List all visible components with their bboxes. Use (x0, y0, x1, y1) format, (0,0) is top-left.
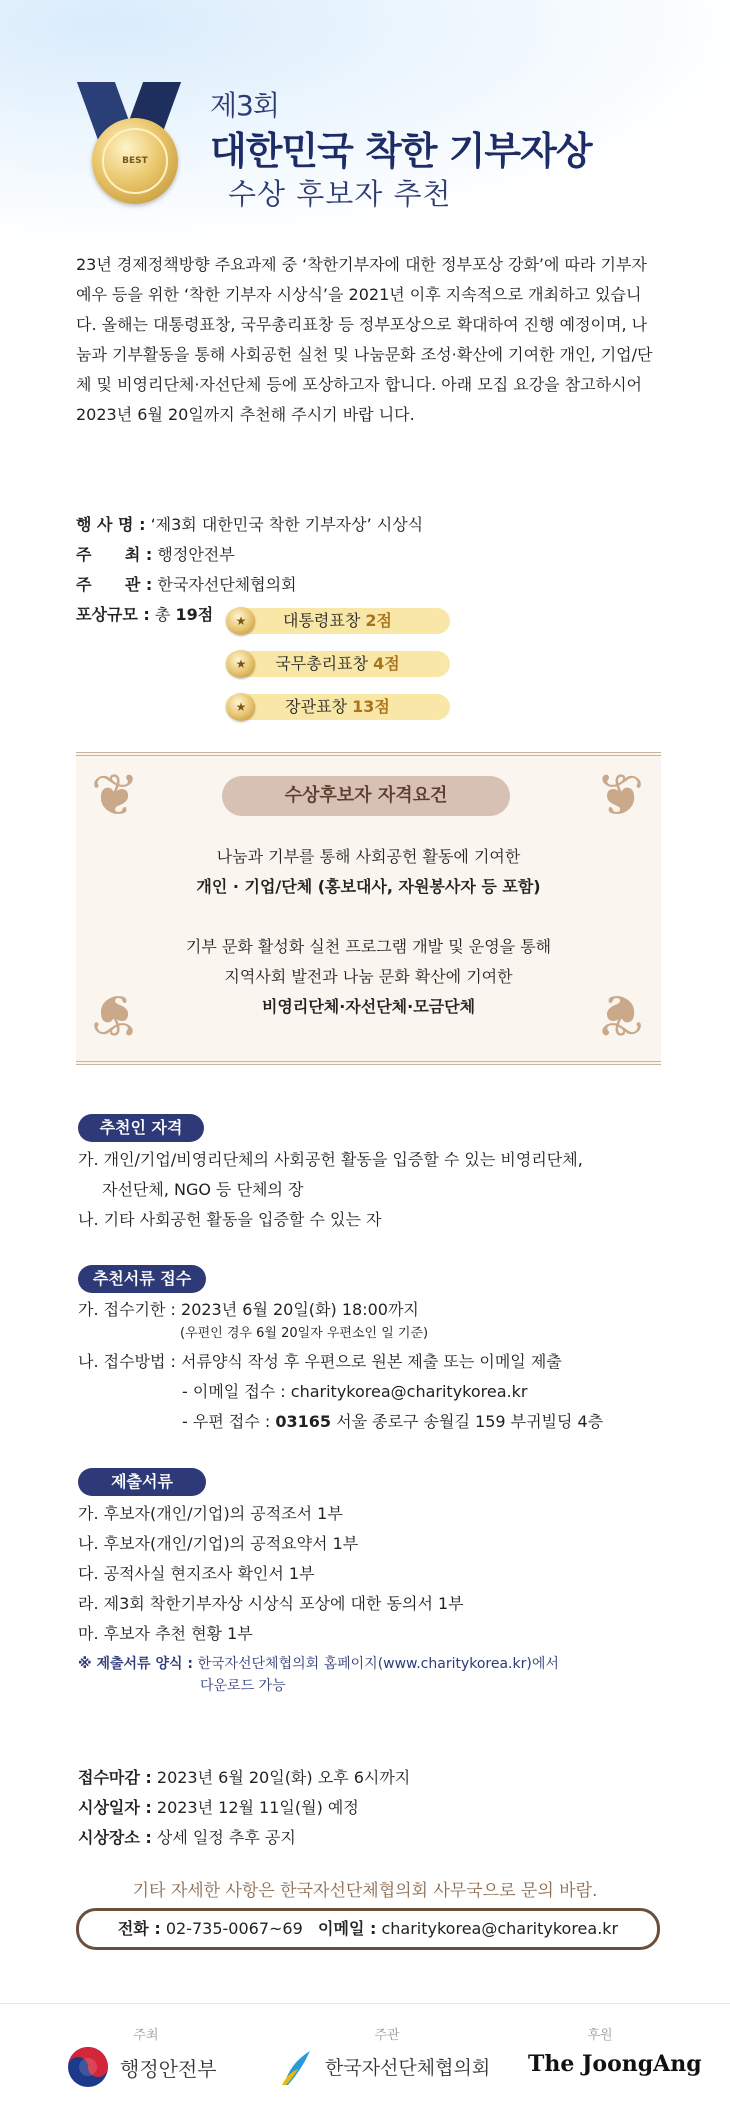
documents-note-label: ※ 제출서류 양식 : (78, 1656, 193, 1672)
organizer-row (76, 570, 297, 600)
event-name-label: 행 사 명 : (76, 515, 146, 534)
phone-label: 전화 : (117, 1919, 161, 1938)
award-scale-row (76, 600, 213, 630)
list-item: 가. 접수기한 : 2023년 6월 20일(화) 18:00까지 (78, 1300, 419, 1319)
list-item: 나. 후보자(개인/기업)의 공적요약서 1부 (78, 1534, 359, 1553)
medal-icon: ★ (227, 693, 255, 721)
list-item: 마. 후보자 추천 현황 1부 (78, 1624, 253, 1643)
award-count: 2점 (365, 611, 392, 630)
ceremony-date-row (78, 1793, 359, 1823)
receipt-note: (우편인 경우 6월 20일자 우편소인 일 기준) (180, 1326, 429, 1341)
list-item: 라. 제3회 착한기부자상 시상식 포상에 대한 동의서 1부 (78, 1594, 464, 1613)
email-link[interactable]: charitykorea@charitykorea.kr (381, 1919, 619, 1938)
ornament-icon: ❦ (90, 761, 140, 829)
section-title-receipt: 추천서류 접수 (78, 1265, 206, 1293)
organizer-value: 한국자선단체협의회 (157, 575, 297, 594)
award-count: 13점 (352, 697, 390, 716)
section-title-documents: 제출서류 (78, 1468, 206, 1496)
contact-note: 기타 자세한 사항은 한국자선단체협의회 사무국으로 문의 바람. (132, 1881, 598, 1901)
government-emblem-icon (66, 2045, 110, 2089)
award-item (225, 694, 450, 720)
receipt-email: - 이메일 접수 : charitykorea@charitykorea.kr (182, 1382, 528, 1401)
email-label: 이메일 : (318, 1919, 377, 1938)
host-label: 주 최 : (76, 545, 153, 564)
medal-text: BEST (122, 156, 148, 166)
edition-label: 제3회 (210, 89, 279, 122)
ornament-icon: ❦ (595, 981, 645, 1049)
award-name: 대통령표창 (283, 611, 361, 630)
award-scale-prefix: 총 (154, 605, 171, 624)
qualification-line: 나눔과 기부를 통해 사회공헌 활동에 기여한 (216, 847, 521, 866)
award-scale-label: 포상규모 : (76, 605, 150, 624)
award-scale-value: 19점 (175, 605, 214, 624)
deadline-row (78, 1763, 410, 1793)
event-name-row (76, 510, 423, 540)
qualification-line: 비영리단체·자선단체·모금단체 (261, 997, 476, 1016)
ceremony-date-label: 시상일자 : (78, 1798, 152, 1817)
ornament-icon: ❦ (90, 981, 140, 1049)
charity-logo-icon (280, 2045, 314, 2089)
qualification-line: 개인 · 기업/단체 (홍보대사, 자원봉사자 등 포함) (196, 877, 541, 896)
documents-note-text: 한국자선단체협의회 홈페이지(www.charitykorea.kr)에서 (197, 1656, 559, 1672)
award-name: 장관표창 (285, 697, 347, 716)
ceremony-place-value: 상세 일정 추후 공지 (156, 1828, 296, 1847)
page-title: 대한민국 착한 기부자상 (210, 129, 592, 173)
host-value: 행정안전부 (157, 545, 235, 564)
post-label: - 우편 접수 : (182, 1412, 271, 1431)
footer-host-name: 행정안전부 (120, 2057, 217, 2081)
footer-host-label: 주최 (133, 2028, 159, 2043)
intro-paragraph: 23년 경제정책방향 주요과제 중 ‘착한기부자에 대한 정부포상 강화’에 따라 기부자 예우 등을 위한 ‘착한 기부자 시상식’을 2021년 이후 지속적으로 개최하고 있습니다. 올해는 대통령표창, 국무총리표창 등 정부포상으로 확대하여 진행 예정이며, 나눔과 기부활동을 통해 사회공헌 실천 및 나눔문화 조성·확산에 기여한 개인, 기업/단체 및 비영리단체·자선단체 등에 포상하고자 합니다. 아래 모집 요강을 참고하시어 2023년 6월 20일까지 추천해 주시기 바랍 니다. (76, 255, 653, 424)
page-subtitle: 수상 후보자 추천 (228, 177, 452, 211)
host-row (76, 540, 235, 570)
award-count: 4점 (373, 654, 400, 673)
contact-box (76, 1908, 660, 1950)
ceremony-place-row (78, 1823, 296, 1853)
deadline-label: 접수마감 : (78, 1768, 152, 1787)
organizer-label: 주 관 : (76, 575, 153, 594)
phone-value[interactable]: 02-735-0067~69 (165, 1919, 303, 1938)
medal-icon: ★ (227, 607, 255, 635)
award-name: 국무총리표창 (275, 654, 369, 673)
award-item (225, 608, 450, 634)
footer-sponsor-label: 후원 (587, 2028, 613, 2043)
list-item: 가. 후보자(개인/기업)의 공적조서 1부 (78, 1504, 343, 1523)
footer-sponsor-name: The JoongAng (528, 2051, 702, 2077)
footer-org-label: 주관 (374, 2028, 400, 2043)
ornament-icon: ❦ (595, 761, 645, 829)
qualification-title: 수상후보자 자격요건 (222, 776, 510, 816)
section-title-recommender: 추천인 자격 (78, 1114, 204, 1142)
post-code: 03165 (275, 1412, 332, 1431)
qualification-line: 지역사회 발전과 나눔 문화 확산에 기여한 (224, 967, 513, 986)
documents-note-text: 다운로드 가능 (200, 1678, 286, 1694)
ceremony-place-label: 시상장소 : (78, 1828, 152, 1847)
footer-org-name: 한국자선단체협의회 (325, 2057, 491, 2079)
event-name-value: ‘제3회 대한민국 착한 기부자상’ 시상식 (150, 515, 424, 534)
list-item: 나. 접수방법 : 서류양식 작성 후 우편으로 원본 제출 또는 이메일 제출 (78, 1352, 562, 1371)
post-address: 서울 종로구 송월길 159 부귀빌딩 4층 (336, 1412, 604, 1431)
award-item (225, 651, 450, 677)
deadline-value: 2023년 6월 20일(화) 오후 6시까지 (156, 1768, 411, 1787)
medal-icon: ★ (227, 650, 255, 678)
medal-icon (92, 118, 178, 204)
list-item: 가. 개인/기업/비영리단체의 사회공헌 활동을 입증할 수 있는 비영리단체, (78, 1150, 583, 1169)
footer-divider (0, 2003, 730, 2004)
list-item: 자선단체, NGO 등 단체의 장 (102, 1180, 304, 1199)
receipt-post (182, 1407, 603, 1437)
ceremony-date-value: 2023년 12월 11일(월) 예정 (156, 1798, 359, 1817)
list-item: 나. 기타 사회공헌 활동을 입증할 수 있는 자 (78, 1210, 382, 1229)
documents-note (78, 1653, 559, 1675)
qualification-line: 기부 문화 활성화 실천 프로그램 개발 및 운영을 통해 (185, 937, 552, 956)
list-item: 다. 공적사실 현지조사 확인서 1부 (78, 1564, 315, 1583)
